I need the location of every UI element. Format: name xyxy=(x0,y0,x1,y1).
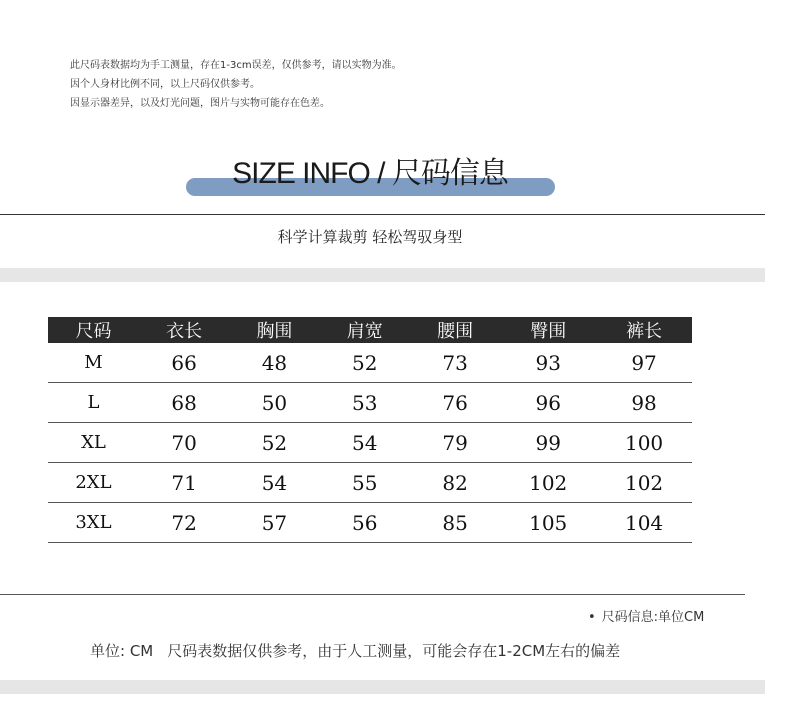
table-cell: 55 xyxy=(320,463,410,503)
table-cell: 76 xyxy=(410,383,500,423)
table-cell: 96 xyxy=(500,383,596,423)
table-cell: 72 xyxy=(139,503,229,543)
section-band-bottom xyxy=(0,680,765,694)
table-cell: 66 xyxy=(139,343,229,383)
header-pants-length: 裤长 xyxy=(596,317,692,343)
table-cell: 71 xyxy=(139,463,229,503)
table-cell: 50 xyxy=(229,383,319,423)
footer-note xyxy=(90,640,620,661)
table-cell: 98 xyxy=(596,383,692,423)
table-cell: 52 xyxy=(229,423,319,463)
table-cell: 93 xyxy=(500,343,596,383)
size-cell: L xyxy=(48,383,139,423)
header-length: 衣长 xyxy=(139,317,229,343)
table-row xyxy=(48,343,692,383)
size-cell: M xyxy=(48,343,139,383)
table-cell: 68 xyxy=(139,383,229,423)
table-cell: 102 xyxy=(596,463,692,503)
table-cell: 85 xyxy=(410,503,500,543)
page-subtitle: 科学计算裁剪 轻松驾驭身型 xyxy=(277,228,463,246)
header-size: 尺码 xyxy=(48,317,139,343)
header-chest: 胸围 xyxy=(229,317,319,343)
table-cell: 70 xyxy=(139,423,229,463)
unit-label-text: 尺码信息:单位CM xyxy=(601,610,705,625)
note-line: 因显示器差异，以及灯光问题，图片与实物可能存在色差。 xyxy=(70,98,330,109)
table-row xyxy=(48,503,692,543)
table-cell: 102 xyxy=(500,463,596,503)
footer-unit: 单位: CM xyxy=(90,642,154,660)
table-cell: 105 xyxy=(500,503,596,543)
size-cell: 3XL xyxy=(48,503,139,543)
section-band-top xyxy=(0,268,765,282)
table-cell: 104 xyxy=(596,503,692,543)
table-row xyxy=(48,423,692,463)
page-title: SIZE INFO / 尺码信息 xyxy=(232,157,508,190)
section-divider xyxy=(0,594,745,595)
table-cell: 100 xyxy=(596,423,692,463)
table-cell: 57 xyxy=(229,503,319,543)
table-cell: 48 xyxy=(229,343,319,383)
table-cell: 99 xyxy=(500,423,596,463)
size-cell: XL xyxy=(48,423,139,463)
bullet-icon: • xyxy=(588,610,596,625)
note-line: 此尺码表数据均为手工测量，存在1-3cm误差，仅供参考，请以实物为准。 xyxy=(70,60,402,71)
table-cell: 82 xyxy=(410,463,500,503)
note-line: 因个人身材比例不同，以上尺码仅供参考。 xyxy=(70,79,260,90)
table-cell: 53 xyxy=(320,383,410,423)
table-cell: 54 xyxy=(320,423,410,463)
title-divider xyxy=(0,214,765,215)
disclaimer-notes xyxy=(70,56,402,113)
size-cell: 2XL xyxy=(48,463,139,503)
table-cell: 97 xyxy=(596,343,692,383)
table-cell: 54 xyxy=(229,463,319,503)
unit-label xyxy=(588,606,704,625)
size-table xyxy=(48,317,692,543)
table-row xyxy=(48,463,692,503)
table-row xyxy=(48,383,692,423)
footer-text: 尺码表数据仅供参考，由于人工测量，可能会存在1-2CM左右的偏差 xyxy=(167,642,621,660)
table-header-row xyxy=(48,317,692,343)
header-hip: 臀围 xyxy=(500,317,596,343)
table-cell: 79 xyxy=(410,423,500,463)
header-shoulder: 肩宽 xyxy=(320,317,410,343)
table-cell: 56 xyxy=(320,503,410,543)
table-cell: 52 xyxy=(320,343,410,383)
header-waist: 腰围 xyxy=(410,317,500,343)
table-cell: 73 xyxy=(410,343,500,383)
